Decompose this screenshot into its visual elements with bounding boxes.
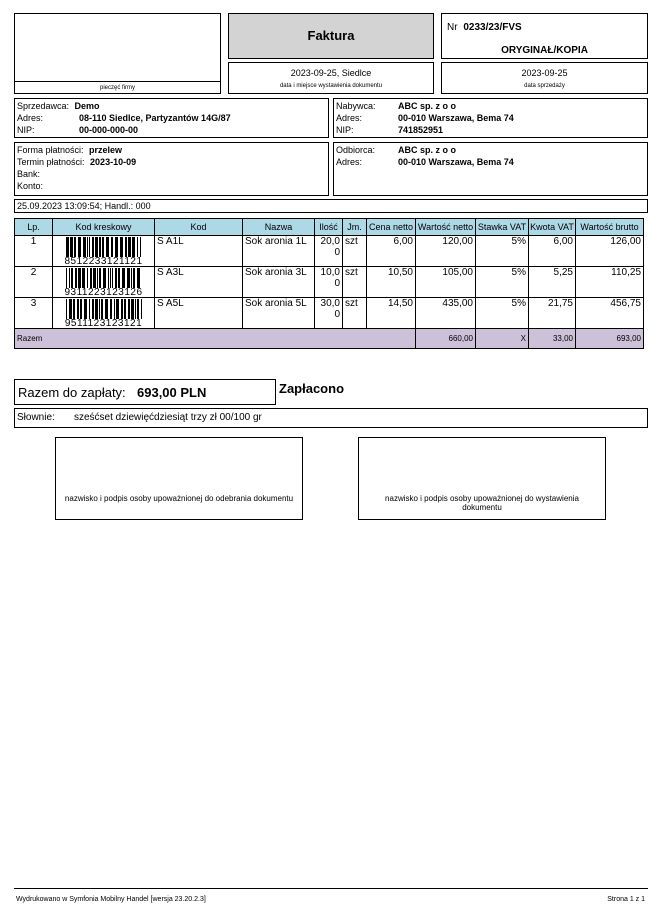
row-price: 14,50 [367,298,416,329]
seller-box [14,98,329,138]
row-qty-a: 10,0 [320,267,340,278]
buyer-address: 00-010 Warszawa, Bema 74 [398,113,514,123]
footer-page: Strona 1 z 1 [607,896,645,903]
invoice-number: 0233/23/FVS [463,22,522,33]
col-header: Kod kreskowy [53,219,155,236]
row-vat-rate: 5% [476,267,529,298]
words-label: Słownie: [17,412,55,423]
company-stamp-caption: pieczęć firmy [99,85,135,91]
row-qty [315,298,343,329]
sale-caption: data sprzedaży [524,83,565,89]
footer-printed: Wydrukowano w Symfonia Mobilny Handel [wersja 23.20.2.3] [16,896,206,903]
col-header: Ilość [315,219,343,236]
buyer-name-row [336,101,636,111]
seller-nip: 00-000-000-00 [79,125,139,135]
total-label: Razem do zapłaty: [18,385,126,400]
col-header: Jm. [343,219,367,236]
sum-label: Razem [15,329,416,349]
row-name: Sok aronia 3L [243,267,315,298]
table-header-row [15,219,644,236]
invoice-number-row [447,22,522,33]
payment-form: przelew [89,145,123,155]
items-table [14,218,644,349]
row-barcode: 8512233121121 [64,256,143,267]
row-vat-rate: 5% [476,298,529,329]
row-barcode-cell [53,267,155,298]
seller-name-row [17,101,100,111]
sum-rate: X [476,329,529,349]
row-net: 120,00 [416,236,476,267]
row-net: 105,00 [416,267,476,298]
row-barcode: 9311223123126 [64,287,143,298]
receiver-name-row [336,145,636,155]
table-sum-row [15,329,644,349]
col-header: Kod [155,219,243,236]
col-header: Nazwa [243,219,315,236]
col-header: Kwota VAT [529,219,576,236]
total-box [14,379,276,405]
payment-status: Zapłacono [279,381,345,396]
row-qty-b: 0 [334,247,340,258]
row-vat: 21,75 [529,298,576,329]
table-row [15,267,644,298]
receiver-address-row [336,157,636,167]
row-vat: 5,25 [529,267,576,298]
row-name: Sok aronia 1L [243,236,315,267]
amount-in-words: sześćset dziewięćdziesiąt trzy zł 00/100 gr [74,412,262,423]
issuer-signature-caption: nazwisko i podpis osoby upoważnionej do wystawienia dokumentu [385,494,579,512]
sum-vat: 33,00 [529,329,576,349]
payment-form-row [17,145,122,155]
row-unit: szt [343,267,367,298]
barcode-icon [65,237,143,257]
row-price: 6,00 [367,236,416,267]
document-title-box [228,13,434,59]
receiver-name: ABC sp. z o o [398,145,456,155]
row-qty [315,267,343,298]
invoice-number-label: Nr [447,22,458,33]
col-header: Stawka VAT [476,219,529,236]
row-barcode: 9511123123121 [64,318,143,329]
row-qty-a: 20,0 [320,236,340,247]
invoice-number-box [441,13,648,59]
row-name: Sok aronia 5L [243,298,315,329]
seller-name: Demo [74,101,100,111]
col-header: Lp. [15,219,53,236]
seller-address: 08-110 Siedlce, Partyzantów 14G/87 [79,113,231,123]
row-vat-rate: 5% [476,236,529,267]
receiver-address-label: Adres: [336,157,363,167]
buyer-nip-row [336,125,636,135]
seller-nip-label: NIP: [17,125,35,135]
row-price: 10,50 [367,267,416,298]
buyer-name: ABC sp. z o o [398,101,456,111]
company-stamp-box [14,13,221,94]
issue-place-date: 2023-09-25, Siedlce [290,68,372,78]
col-header: Wartość netto [416,219,476,236]
col-header: Cena netto [367,219,416,236]
footer-divider [14,888,648,889]
payment-term: 2023-10-09 [90,157,137,167]
row-lp: 1 [15,236,53,267]
row-barcode-cell [53,236,155,267]
meta-line: 25.09.2023 13:09:54; Handl.: 000 [17,201,151,211]
receiver-signature-box [55,437,303,520]
row-code: S A1L [155,236,243,267]
barcode-icon [65,268,143,288]
buyer-nip-label: NIP: [336,125,354,135]
buyer-address-row [336,113,636,123]
row-unit: szt [343,236,367,267]
buyer-label: Nabywca: [336,101,376,111]
row-gross: 110,25 [576,267,644,298]
barcode-icon [65,299,143,319]
buyer-nip: 741852951 [398,125,444,135]
total-amount: 693,00 PLN [137,385,207,400]
payment-term-label: Termin płatności: [17,157,85,167]
sum-net: 660,00 [416,329,476,349]
row-barcode-cell [53,298,155,329]
row-code: S A3L [155,267,243,298]
row-code: S A5L [155,298,243,329]
sum-gross: 693,00 [576,329,644,349]
row-qty-a: 30,0 [320,298,340,309]
payment-box [14,142,329,196]
receiver-address: 00-010 Warszawa, Bema 74 [398,157,514,167]
sale-date: 2023-09-25 [521,68,568,78]
payment-form-label: Forma płatności: [17,145,84,155]
meta-line-box [14,199,648,213]
seller-address-label: Adres: [17,113,44,123]
account-label: Konto: [17,181,44,191]
issue-caption: data i miejsce wystawienia dokumentu [279,83,383,89]
row-lp: 2 [15,267,53,298]
table-row [15,298,644,329]
issue-date-box [228,62,434,94]
row-lp: 3 [15,298,53,329]
seller-nip-row [17,125,317,135]
buyer-address-label: Adres: [336,113,363,123]
payment-term-row [17,157,136,167]
document-title: Faktura [307,28,355,43]
row-vat: 6,00 [529,236,576,267]
copy-label: ORYGINAŁ/KOPIA [501,45,588,56]
row-gross: 456,75 [576,298,644,329]
row-unit: szt [343,298,367,329]
row-qty [315,236,343,267]
seller-address-row [17,113,317,123]
receiver-signature-caption: nazwisko i podpis osoby upoważnionej do odebrania dokumentu [64,494,294,503]
buyer-box [333,98,648,138]
col-header: Wartość brutto [576,219,644,236]
table-row [15,236,644,267]
row-net: 435,00 [416,298,476,329]
receiver-box [333,142,648,196]
seller-label: Sprzedawca: [17,101,70,111]
row-gross: 126,00 [576,236,644,267]
issuer-signature-box [358,437,606,520]
receiver-label: Odbiorca: [336,145,376,155]
bank-label: Bank: [17,169,41,179]
sale-date-box [441,62,648,94]
words-box [14,408,648,428]
stamp-divider [15,81,220,82]
row-qty-b: 0 [334,309,340,320]
row-qty-b: 0 [334,278,340,289]
